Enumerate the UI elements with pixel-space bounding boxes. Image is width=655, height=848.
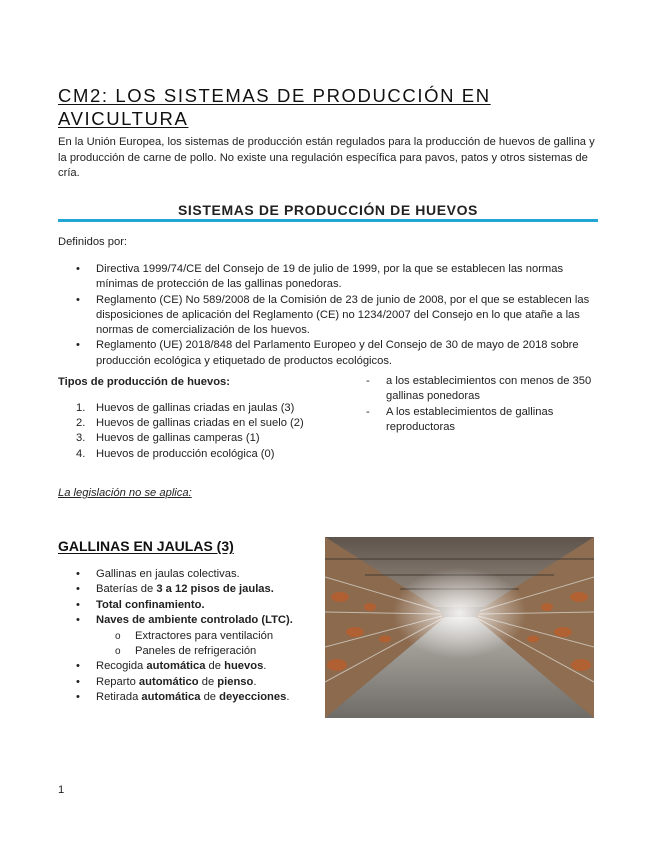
- regulations-list: [76, 262, 601, 369]
- text: Retirada: [96, 691, 142, 704]
- text: de: [205, 660, 225, 673]
- list-item: [76, 675, 326, 690]
- text: Reparto: [96, 675, 139, 688]
- section-divider: [58, 219, 598, 222]
- exceptions-list: [366, 374, 596, 435]
- defined-by-label: Definidos por:: [58, 236, 128, 248]
- list-item: [76, 401, 331, 416]
- bold-text: automático: [138, 675, 199, 688]
- list-item: [76, 690, 326, 705]
- list-text: Huevos de gallinas camperas (1): [96, 432, 260, 445]
- list-number: 3.: [76, 432, 86, 445]
- list-item: - a los establecimientos con menos de 350 gallinas ponedoras: [366, 374, 596, 405]
- page-number: 1: [58, 784, 65, 796]
- text: Paneles de refrigeración: [135, 645, 257, 658]
- section-heading-caged-hens: GALLINAS EN JAULAS (3): [58, 538, 234, 554]
- list-number: 4.: [76, 447, 86, 460]
- text: de: [198, 675, 218, 688]
- list-item: [76, 416, 331, 431]
- bold-text: Total confinamiento.: [96, 598, 205, 611]
- bold-text: 3 a 12 pisos de jaulas.: [156, 583, 274, 596]
- text: Extractores para ventilación: [135, 629, 274, 642]
- bold-text: Naves de ambiente controlado (LTC).: [96, 614, 293, 627]
- text: .: [263, 660, 267, 673]
- bold-text: automática: [146, 660, 206, 673]
- list-number: 1.: [76, 402, 86, 414]
- bold-text: huevos: [224, 660, 264, 673]
- list-text: Huevos de gallinas criadas en el suelo (2): [96, 417, 304, 430]
- list-item: [76, 431, 331, 446]
- intro-paragraph: En la Unión Europea, los sistemas de producción están regulados para la producción de huevos de gallina y la producción de carne de pollo. No existe una regulación específica para pavos, patos y otros sistemas de cría.: [58, 136, 595, 179]
- text: Baterías de: [96, 583, 157, 596]
- section-heading-egg-production: SISTEMAS DE PRODUCCIÓN DE HUEVOS: [177, 202, 478, 218]
- list-item: • Reglamento (UE) 2018/848 del Parlamento Europeo y del Consejo de 30 de mayo de 2018 sobre producción ecológica y etiquetado de productos ecológicos.: [76, 338, 601, 369]
- list-item: [76, 659, 326, 674]
- production-types-list: [76, 401, 331, 462]
- bold-text: pienso: [217, 675, 254, 688]
- text: de: [200, 691, 220, 704]
- list-item: - A los establecimientos de gallinas reproductoras: [366, 405, 596, 436]
- list-item: [76, 582, 326, 597]
- bold-text: deyecciones: [219, 691, 287, 704]
- legal-note: La legislación no se aplica:: [58, 487, 192, 499]
- bold-text: automática: [141, 691, 201, 704]
- list-item: [76, 613, 326, 628]
- text: .: [253, 675, 257, 688]
- list-number: 2.: [76, 417, 86, 430]
- list-item: [76, 567, 326, 582]
- text: Recogida: [96, 660, 147, 673]
- list-item: [76, 598, 326, 613]
- types-heading: Tipos de producción de huevos:: [58, 376, 230, 388]
- sub-list-item: [76, 629, 326, 644]
- list-text: Huevos de gallinas criadas en jaulas (3): [96, 402, 295, 414]
- sub-list-item: [76, 644, 326, 659]
- poultry-house-photo: [325, 537, 594, 718]
- list-item: [76, 447, 331, 462]
- list-item: • Directiva 1999/74/CE del Consejo de 19 de julio de 1999, por la que se establecen las normas mínimas de protección de las gallinas ponedoras.: [76, 262, 601, 293]
- text: .: [286, 691, 290, 704]
- caged-hens-list: [76, 567, 326, 706]
- text: Gallinas en jaulas colectivas.: [96, 568, 240, 580]
- list-text: Huevos de producción ecológica (0): [96, 447, 275, 460]
- page-title: CM2: LOS SISTEMAS DE PRODUCCIÓN EN AVICULTURA: [58, 85, 491, 129]
- list-item: • Reglamento (CE) No 589/2008 de la Comisión de 23 de junio de 2008, por el que se establecen las disposiciones de aplicación del Reglamento (CE) no 1234/2007 del Consejo en lo que atañe a las normas de comercialización de los huevos.: [76, 293, 601, 339]
